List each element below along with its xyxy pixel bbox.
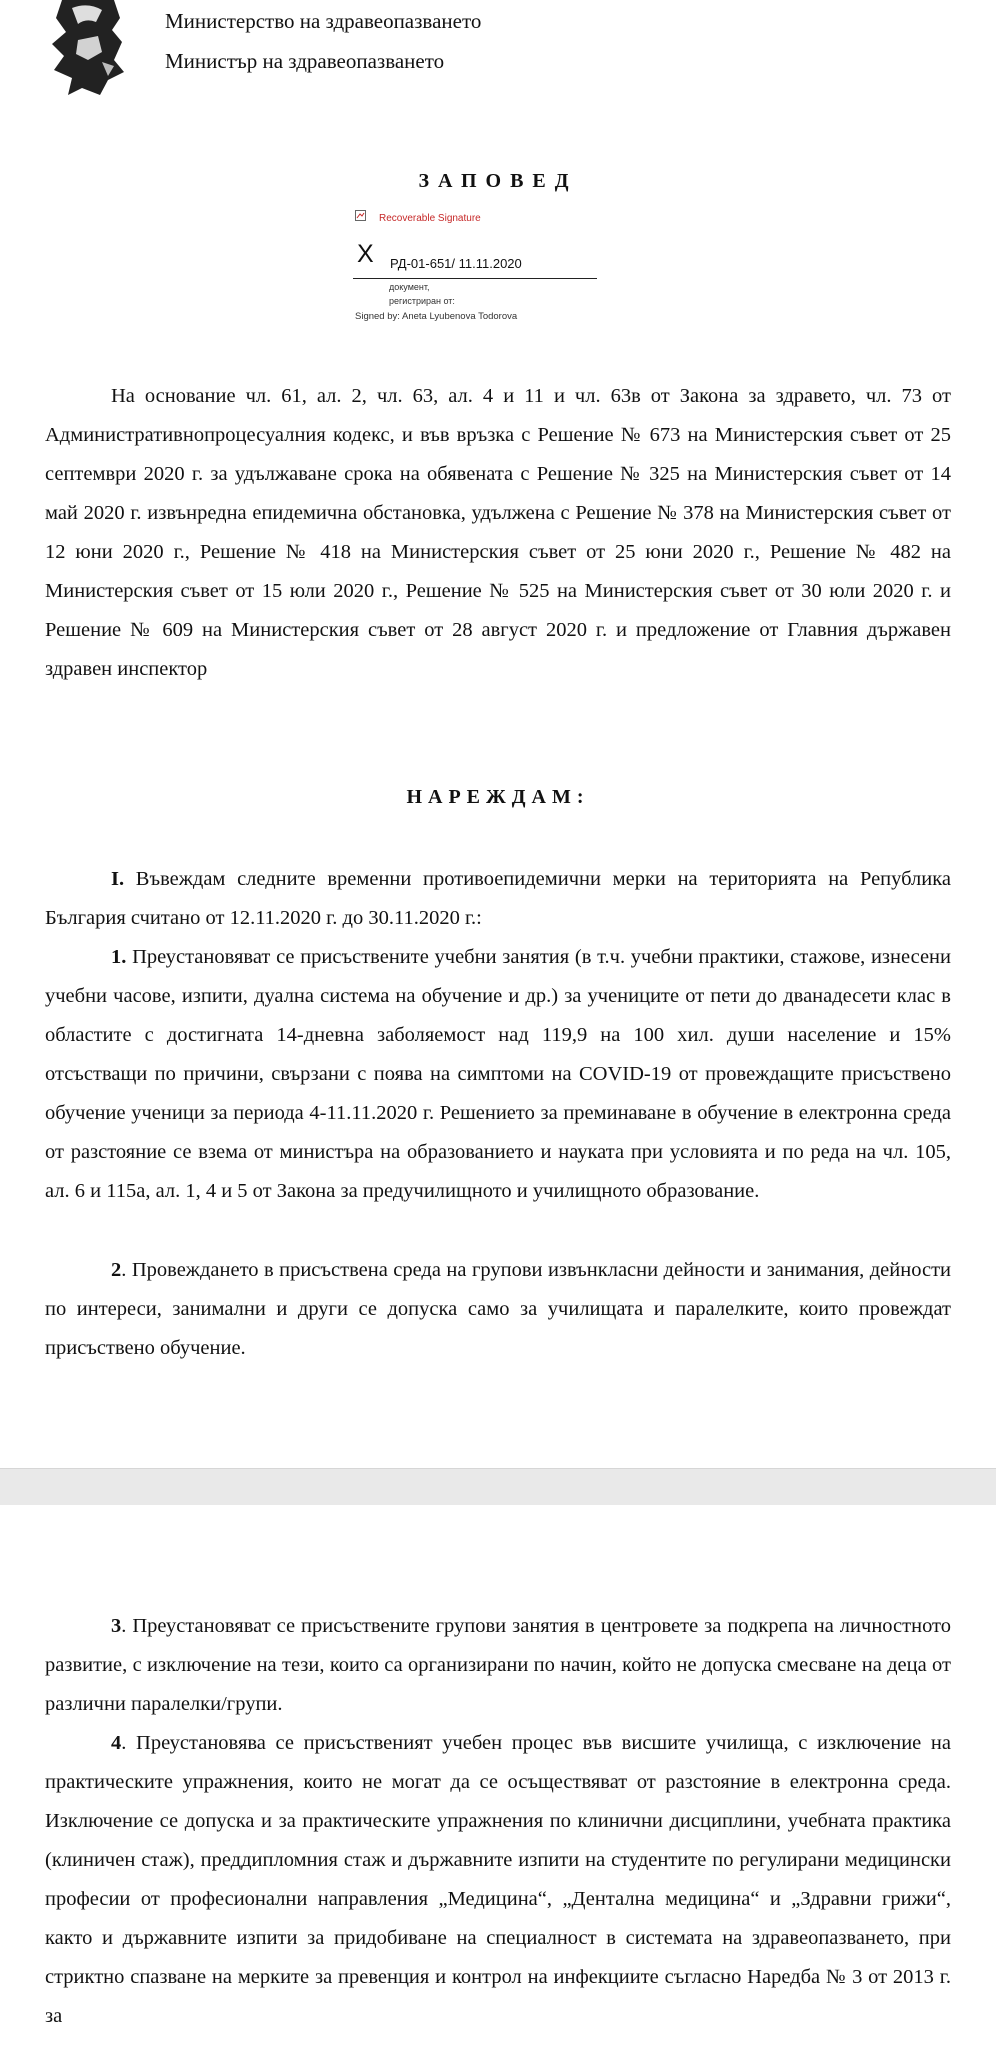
item-2-paragraph [45, 1251, 951, 1368]
item-3-text: . Преустановяват се присъствените групови занятия в центровете за подкрепа на личностното развитие, с изключение на тези, които са организирани по начин, който не допуска смесване на деца от различни паралелки/групи. [45, 1615, 951, 1715]
section-1-number: I. [111, 868, 125, 890]
registration-number: РД-01-651/ 11.11.2020 [390, 256, 522, 271]
item-4-text: . Преустановява се присъственият учебен процес във висшите училища, с изключение на практическите упражнения, които не могат да се осъществяват от разстояние в електронна среда. Изключение се допуска и за практическите упражнения по клинични дисциплини, учебната практика (клиничен стаж), преддипломния стаж и държавните изпити на студентите по регулирани медицински професии от професионални направления „Медицина“, „Дентална медицина“ и „Здравни грижи“, както и държавните изпити за придобиване на специалност в системата на здравеопазването, при стриктно спазване на мерките за превенция и контрол на инфекциите съгласно Наредба № 3 от 2013 г. за [45, 1732, 951, 2027]
document-title: ЗАПОВЕД [418, 170, 578, 192]
signed-by-text: Signed by: Aneta Lyubenova Todorova [355, 311, 518, 322]
ministry-name: Министерство на здравеопазването [165, 9, 482, 33]
preamble-text: На основание чл. 61, ал. 2, чл. 63, ал. 4 и 11 и чл. 63в от Закона за здравето, чл. 73 от Административнопроцесуалния кодекс, и във връзка с Решение № 673 на Министерския съвет от 25 септември 2020 г. за удължаване срока на обявената с Решение № 325 на Министерския съвет от 14 май 2020 г. извънредна епидемична обстановка, удължена с Решение № 378 на Министерския съвет от 12 юни 2020 г., Решение № 418 на Министерския съвет от 25 юни 2020 г., Решение № 482 на Министерския съвет от 15 юли 2020 г., Решение № 525 на Министерския съвет от 30 юли 2020 г. и Решение № 609 на Министерския съвет от 28 август 2020 г. и предложение от Главния държавен здравен инспектор [45, 385, 951, 680]
page-separator [0, 1468, 996, 1506]
section-1-text: Въвеждам следните временни противоепидемични мерки на територията на Република България считано от 12.11.2020 г. до 30.11.2020 г.: [45, 868, 951, 929]
item-1-number: 1. [111, 946, 127, 968]
recoverable-signature-label: Recoverable Signature [379, 213, 481, 224]
item-3-number: 3 [111, 1615, 122, 1637]
signature-note-line1: документ, [389, 282, 430, 292]
item-4-paragraph [45, 1724, 951, 2036]
minister-title: Министър на здравеопазването [165, 49, 445, 73]
item-1-text: Преустановяват се присъствените учебни занятия (в т.ч. учебни практики, стажове, изнесени учебни часове, изпити, дуална система на обучение и др.) за учениците от пети до дванадесети клас в областите с достигната 14-дневна заболяемост над 119,9 на 100 хил. души население и 15% отсъстващи по причини, свързани с поява на симптоми на COVID-19 от провеждащите присъствено обучение ученици за периода 4-11.11.2020 г. Решението за преминаване в обучение в електронна среда от разстояние се взема от министъра на образованието и науката при условията и по реда на чл. 105, ал. 6 и 115а, ал. 1, 4 и 5 от Закона за предучилищното и училищното образование. [45, 946, 951, 1202]
signature-line [353, 278, 597, 279]
item-2-text: . Провеждането в присъствена среда на групови извънкласни дейности и занимания, дейности по интереси, занимални и други се допуска само за училищата и паралелките, които провеждат присъствено обучение. [45, 1259, 951, 1359]
item-2-number: 2 [111, 1259, 122, 1281]
signature-note-line2: регистриран от: [389, 296, 455, 306]
item-1-paragraph [45, 938, 951, 1211]
preamble-paragraph [45, 377, 951, 689]
document-page-2 [0, 1505, 996, 2048]
coat-of-arms-logo [42, 0, 134, 95]
signature-image-icon [355, 210, 366, 221]
item-3-paragraph [45, 1607, 951, 1724]
signature-x-mark: X [357, 240, 374, 268]
order-heading: НАРЕЖДАМ: [406, 786, 590, 808]
item-4-number: 4 [111, 1732, 122, 1754]
digital-signature-block[interactable] [353, 208, 603, 328]
section-1-paragraph [45, 860, 951, 938]
